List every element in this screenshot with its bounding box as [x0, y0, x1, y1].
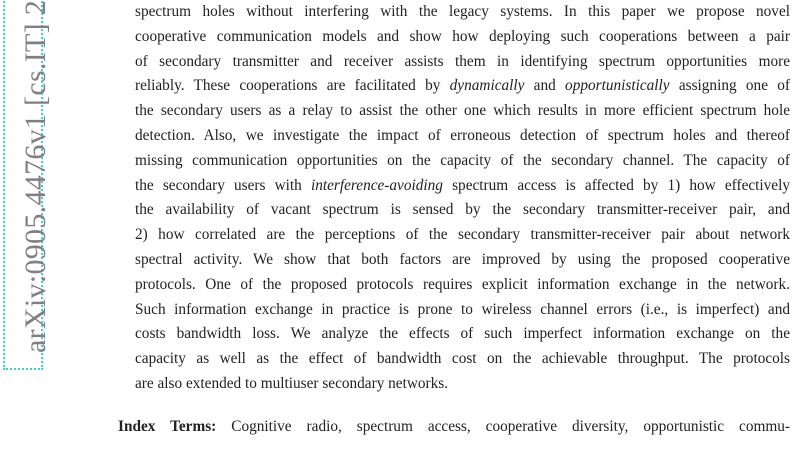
abstract-text: spectrum holes without interfering with the legacy systems. In this paper we propose novel [135, 3, 790, 20]
abstract-text: the availability of vacant spectrum is sensed by the secondary transmitter-receiver pair, and [135, 201, 790, 219]
abstract-line [135, 198, 790, 223]
abstract-text: 2) how correlated are the perceptions of the secondary transmitter-receiver pair about network [135, 226, 790, 244]
abstract-line [135, 174, 790, 199]
abstract-line [135, 149, 790, 174]
abstract-line [135, 372, 790, 397]
abstract-text: reliably. These cooperations are facilitated by [135, 77, 450, 95]
abstract-line [135, 50, 790, 75]
emphasis-text: opportunistically [565, 77, 670, 95]
abstract-text: of secondary transmitter and receiver assists them in identifying spectrum opportunities more [135, 52, 790, 70]
emphasis-text: interference-avoiding [310, 176, 443, 194]
abstract-line [135, 99, 790, 124]
abstract-text: costs bandwidth loss. We analyze the effects of such imperfect information exchange on the [135, 325, 790, 343]
index-terms [118, 415, 790, 439]
abstract-line [135, 248, 790, 273]
abstract-text: the secondary users with [135, 176, 311, 194]
emphasis-text: dynamically [449, 77, 525, 95]
abstract-line [135, 273, 790, 298]
abstract-line [135, 25, 790, 50]
arxiv-stamp: arXiv:0905.4476v1 [cs.IT] 2 [19, 0, 52, 353]
abstract-text: are also extended to multiuser secondary networks. [135, 374, 449, 392]
abstract-text: missing communication opportunities on the capacity of the secondary channel. The capacity of [135, 151, 790, 169]
index-terms-text: Cognitive radio, spectrum access, cooperative diversity, opportunistic commu- [216, 418, 791, 435]
abstract-text: protocols. One of the proposed protocols requires explicit information exchange in the network. [135, 275, 790, 293]
abstract-line [135, 298, 790, 323]
abstract-line [135, 74, 790, 99]
abstract-text: detection. Also, we investigate the impact of erroneous detection of spectrum holes and thereof [135, 126, 790, 144]
abstract-text: spectrum access is affected by 1) how effectively [442, 176, 790, 194]
abstract-text: spectral activity. We show that both factors are improved by using the proposed cooperative [135, 250, 790, 268]
abstract-line [135, 322, 790, 347]
abstract-text: capacity as well as the effect of bandwidth cost on the achievable throughput. The protocols [135, 350, 790, 368]
abstract-line [135, 223, 790, 248]
abstract [135, 0, 790, 397]
abstract-line [135, 347, 790, 372]
index-terms-label: Index Terms: [118, 418, 217, 435]
abstract-text: and [524, 77, 566, 95]
abstract-text: cooperative communication models and show how deploying such cooperations between a pair [135, 27, 790, 45]
abstract-text: Such information exchange in practice is prone to wireless channel errors (i.e., is imperfect) and [135, 300, 790, 318]
abstract-text: assigning one of [669, 77, 790, 95]
abstract-line [135, 124, 790, 149]
abstract-line [135, 0, 790, 25]
abstract-text: the secondary users as a relay to assist the other one which results in more efficient spectrum hole [135, 102, 790, 120]
